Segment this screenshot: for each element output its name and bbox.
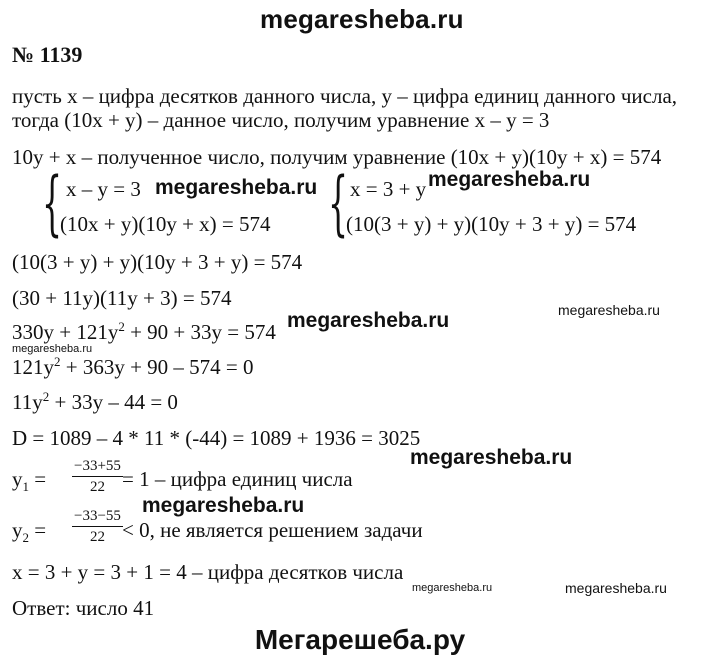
line-6-part-b: + 90 + 33y = 574 (124, 320, 276, 344)
watermark: megaresheba.ru (12, 343, 93, 355)
y2-var: y (12, 518, 23, 542)
y2-label (12, 518, 47, 546)
text-line-5: (30 + 11y)(11y + 3) = 574 (12, 286, 232, 310)
y2-denominator: 22 (89, 529, 105, 545)
text-line-2: тогда (10х + у) – данное число, получим уравнение х – у = 3 (12, 108, 550, 132)
y1-label (12, 467, 47, 495)
y2-numerator: −33−55 (72, 508, 123, 527)
line-6-part-a: 330y + 121y (12, 320, 119, 344)
y1-fraction (72, 458, 123, 496)
system-brace-left: { (42, 162, 63, 244)
y2-result: < 0, не является решением задачи (122, 518, 423, 542)
text-line-7 (12, 355, 254, 379)
y1-equals: = (29, 467, 47, 491)
line-7-exponent: 2 (54, 354, 61, 369)
system-1-eq-a: x – y = 3 (66, 177, 141, 201)
y1-denominator: 22 (89, 479, 105, 495)
watermark: megaresheba.ru (428, 168, 591, 191)
watermark: megaresheba.ru (410, 446, 573, 469)
line-7-part-a: 121y (12, 355, 54, 379)
text-line-1: пусть х – цифра десятков данного числа, у – цифра единиц данного числа, (12, 84, 678, 108)
problem-number: № 1139 (12, 42, 83, 67)
y1-result: = 1 – цифра единиц числа (122, 467, 353, 491)
footer-brand: Мегарешеба.ру (254, 624, 466, 655)
system-2-eq-a: x = 3 + y (350, 177, 427, 201)
text-line-3: 10у + х – полученное число, получим уравнение (10х + у)(10у + х) = 574 (12, 145, 662, 169)
text-line-9: D = 1089 – 4 * 11 * (-44) = 1089 + 1936 = 3025 (12, 426, 421, 450)
watermark: megaresheba.ru (412, 582, 493, 594)
line-8-part-a: 11y (12, 390, 43, 414)
text-line-8 (12, 390, 178, 414)
watermark: megaresheba.ru (287, 309, 450, 332)
y2-fraction (72, 508, 123, 546)
text-line-12: x = 3 + y = 3 + 1 = 4 – цифра десятков числа (12, 560, 404, 584)
watermark: megaresheba.ru (155, 176, 318, 199)
system-1-eq-b: (10x + y)(10y + x) = 574 (60, 212, 271, 236)
system-brace-right: { (328, 162, 349, 244)
answer-line: Ответ: число 41 (12, 596, 155, 620)
watermark: megaresheba.ru (558, 302, 660, 318)
system-2-eq-b: (10(3 + y) + y)(10y + 3 + y) = 574 (346, 212, 637, 236)
header-site-name: megaresheba.ru (260, 4, 464, 34)
text-line-4: (10(3 + y) + y)(10y + 3 + y) = 574 (12, 250, 303, 274)
y1-numerator: −33+55 (72, 458, 123, 477)
line-8-part-b: + 33y – 44 = 0 (49, 390, 178, 414)
y1-subscript: 1 (22, 479, 29, 495)
watermark: megaresheba.ru (142, 494, 305, 517)
watermark: megaresheba.ru (565, 580, 667, 596)
line-7-part-b: + 363y + 90 – 574 = 0 (60, 355, 254, 379)
text-line-6 (12, 320, 276, 344)
y2-subscript: 2 (22, 530, 29, 546)
line-6-exponent: 2 (118, 319, 125, 334)
y1-var: y (12, 467, 23, 491)
line-8-exponent: 2 (42, 389, 50, 404)
y2-equals: = (29, 518, 47, 542)
